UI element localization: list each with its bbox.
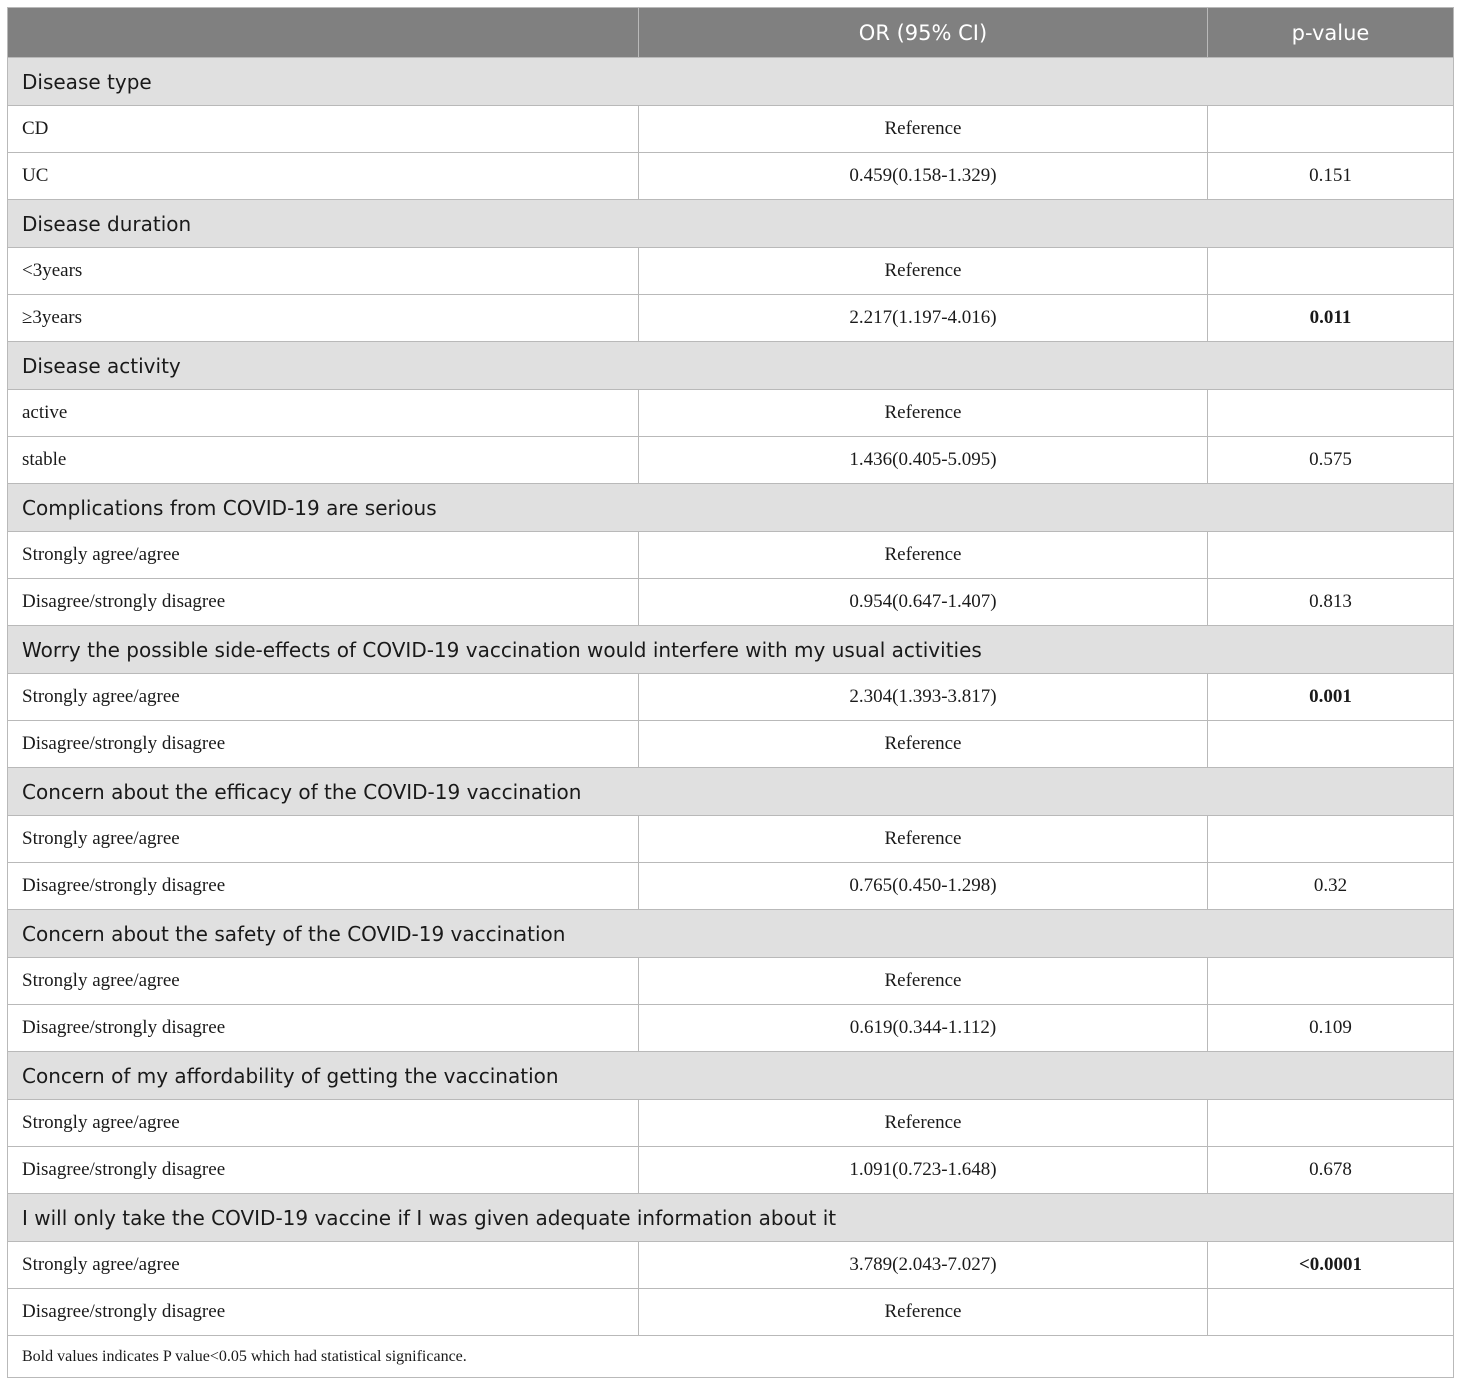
table-row — [8, 958, 1454, 1005]
section-title: Disease duration — [8, 200, 1454, 248]
p-value-cell: 0.575 — [1208, 437, 1454, 484]
row-label: Disagree/strongly disagree — [8, 863, 639, 910]
odds-ratio-cell: Reference — [639, 248, 1208, 295]
row-label: Strongly agree/agree — [8, 674, 639, 721]
odds-ratio-cell: 0.619(0.344-1.112) — [639, 1005, 1208, 1052]
section-header-row — [8, 200, 1454, 248]
row-label: CD — [8, 106, 639, 153]
p-value-cell — [1208, 106, 1454, 153]
odds-ratio-cell: 3.789(2.043-7.027) — [639, 1242, 1208, 1289]
table-row — [8, 295, 1454, 342]
section-title: Concern about the safety of the COVID-19 vaccination — [8, 910, 1454, 958]
row-label: Strongly agree/agree — [8, 1242, 639, 1289]
section-header-row — [8, 768, 1454, 816]
p-value-cell: 0.151 — [1208, 153, 1454, 200]
row-label: UC — [8, 153, 639, 200]
odds-ratio-table — [7, 7, 1454, 1378]
p-value-cell — [1208, 390, 1454, 437]
row-label: Disagree/strongly disagree — [8, 1147, 639, 1194]
footnote: Bold values indicates P value<0.05 which had statistical significance. — [8, 1336, 1454, 1378]
section-header-row — [8, 910, 1454, 958]
p-value-cell: 0.678 — [1208, 1147, 1454, 1194]
row-label: Disagree/strongly disagree — [8, 1005, 639, 1052]
section-title: Disease type — [8, 58, 1454, 106]
table-row — [8, 1242, 1454, 1289]
odds-ratio-cell: Reference — [639, 721, 1208, 768]
odds-ratio-cell: 0.954(0.647-1.407) — [639, 579, 1208, 626]
row-label: ≥3years — [8, 295, 639, 342]
section-title: Complications from COVID-19 are serious — [8, 484, 1454, 532]
p-value-cell: 0.109 — [1208, 1005, 1454, 1052]
section-title: Concern about the efficacy of the COVID-19 vaccination — [8, 768, 1454, 816]
table-row — [8, 437, 1454, 484]
section-title: Worry the possible side-effects of COVID-19 vaccination would interfere with my usual activities — [8, 626, 1454, 674]
section-header-row — [8, 484, 1454, 532]
odds-ratio-cell: 0.765(0.450-1.298) — [639, 863, 1208, 910]
odds-ratio-cell: 1.436(0.405-5.095) — [639, 437, 1208, 484]
row-label: Disagree/strongly disagree — [8, 579, 639, 626]
section-header-row — [8, 1052, 1454, 1100]
table-body — [8, 58, 1454, 1336]
odds-ratio-cell: Reference — [639, 390, 1208, 437]
odds-ratio-cell: Reference — [639, 532, 1208, 579]
row-label: stable — [8, 437, 639, 484]
section-title: I will only take the COVID-19 vaccine if I was given adequate information about it — [8, 1194, 1454, 1242]
row-label: Strongly agree/agree — [8, 816, 639, 863]
table-row — [8, 863, 1454, 910]
table-row — [8, 1147, 1454, 1194]
header-or: OR (95% CI) — [639, 8, 1208, 58]
odds-ratio-cell: 0.459(0.158-1.329) — [639, 153, 1208, 200]
table-row — [8, 674, 1454, 721]
odds-ratio-cell: Reference — [639, 816, 1208, 863]
section-title: Concern of my affordability of getting the vaccination — [8, 1052, 1454, 1100]
table-row — [8, 816, 1454, 863]
section-header-row — [8, 58, 1454, 106]
p-value-cell — [1208, 721, 1454, 768]
table-row — [8, 532, 1454, 579]
header-variable — [8, 8, 639, 58]
p-value-cell — [1208, 958, 1454, 1005]
table-row — [8, 721, 1454, 768]
footnote-row — [8, 1336, 1454, 1378]
row-label: Strongly agree/agree — [8, 1100, 639, 1147]
odds-ratio-cell: Reference — [639, 1100, 1208, 1147]
table-row — [8, 1100, 1454, 1147]
p-value-cell: 0.32 — [1208, 863, 1454, 910]
odds-ratio-cell: Reference — [639, 106, 1208, 153]
p-value-cell: 0.001 — [1208, 674, 1454, 721]
odds-ratio-cell: 2.217(1.197-4.016) — [639, 295, 1208, 342]
p-value-cell: <0.0001 — [1208, 1242, 1454, 1289]
section-header-row — [8, 626, 1454, 674]
row-label: active — [8, 390, 639, 437]
row-label: Strongly agree/agree — [8, 532, 639, 579]
odds-ratio-cell: 2.304(1.393-3.817) — [639, 674, 1208, 721]
odds-ratio-cell: 1.091(0.723-1.648) — [639, 1147, 1208, 1194]
row-label: Disagree/strongly disagree — [8, 721, 639, 768]
section-header-row — [8, 342, 1454, 390]
section-header-row — [8, 1194, 1454, 1242]
p-value-cell — [1208, 1100, 1454, 1147]
table-row — [8, 1289, 1454, 1336]
p-value-cell — [1208, 248, 1454, 295]
p-value-cell: 0.813 — [1208, 579, 1454, 626]
table-row — [8, 106, 1454, 153]
row-label: <3years — [8, 248, 639, 295]
section-title: Disease activity — [8, 342, 1454, 390]
table-header-row — [8, 8, 1454, 58]
table-row — [8, 1005, 1454, 1052]
table-row — [8, 579, 1454, 626]
table-row — [8, 248, 1454, 295]
p-value-cell — [1208, 816, 1454, 863]
table-row — [8, 153, 1454, 200]
header-p-value: p-value — [1208, 8, 1454, 58]
table-row — [8, 390, 1454, 437]
p-value-cell: 0.011 — [1208, 295, 1454, 342]
p-value-cell — [1208, 1289, 1454, 1336]
row-label: Disagree/strongly disagree — [8, 1289, 639, 1336]
odds-ratio-cell: Reference — [639, 1289, 1208, 1336]
odds-ratio-cell: Reference — [639, 958, 1208, 1005]
row-label: Strongly agree/agree — [8, 958, 639, 1005]
p-value-cell — [1208, 532, 1454, 579]
